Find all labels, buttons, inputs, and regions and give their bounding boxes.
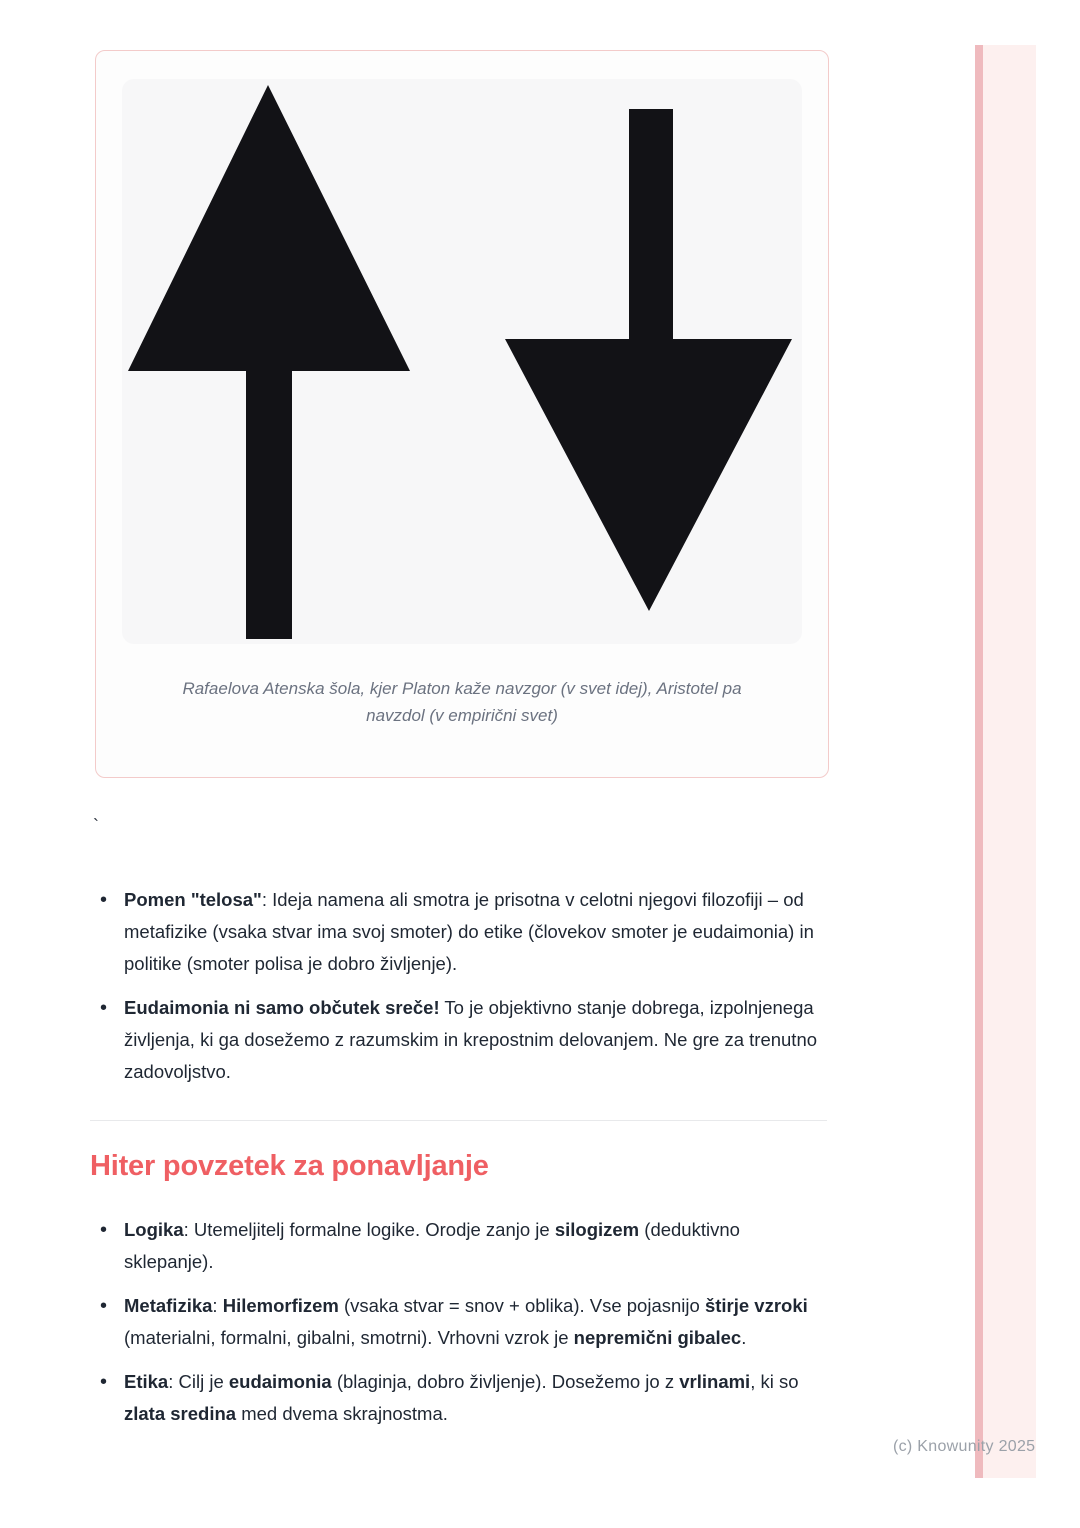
- section-divider: [90, 1120, 827, 1121]
- summary-section-heading: Hiter povzetek za ponavljanje: [90, 1150, 489, 1182]
- arrows-illustration: [122, 79, 802, 644]
- arrows-svg: [122, 79, 802, 644]
- copyright-watermark: (c) Knowunity 2025: [893, 1438, 1036, 1455]
- stray-backtick-char: `: [93, 816, 99, 836]
- figure-caption-line: navzdol (v empirični svet): [366, 706, 558, 725]
- list-item: • Logika: Utemeljitelj formalne logike. Orodje zanjo je silogizem (deduktivno sklepanje).: [90, 1214, 830, 1278]
- page-edge-band: [975, 45, 1036, 1478]
- list-item: • Pomen "telosa": Ideja namena ali smotra je prisotna v celotni njegovi filozofiji – od metafizike (vsaka stvar ima svoj smoter) do etike (človekov smoter je eudaimonia) in politike (smoter polisa je dobro življenje).: [90, 884, 830, 980]
- arrow-down-icon: [505, 109, 792, 611]
- summary-bullet-list: [90, 1214, 830, 1442]
- figure-card: [95, 50, 829, 778]
- notes-bullet-list: [90, 884, 830, 1100]
- list-item: • Metafizika: Hilemorfizem (vsaka stvar = snov + oblika). Vse pojasnijo štirje vzroki (materialni, formalni, gibalni, smotrni). Vrhovni vzrok je nepremični gibalec.: [90, 1290, 830, 1354]
- arrow-up-icon: [128, 85, 410, 639]
- list-item: • Etika: Cilj je eudaimonia (blaginja, dobro življenje). Dosežemo jo z vrlinami, ki so zlata sredina med dvema skrajnostma.: [90, 1366, 830, 1430]
- list-item: • Eudaimonia ni samo občutek sreče! To je objektivno stanje dobrega, izpolnjenega življenja, ki ga dosežemo z razumskim in krepostnim delovanjem. Ne gre za trenutno zadovoljstvo.: [90, 992, 830, 1088]
- figure-caption: [96, 675, 828, 729]
- figure-caption-line: Rafaelova Atenska šola, kjer Platon kaže navzgor (v svet idej), Aristotel pa: [182, 679, 742, 698]
